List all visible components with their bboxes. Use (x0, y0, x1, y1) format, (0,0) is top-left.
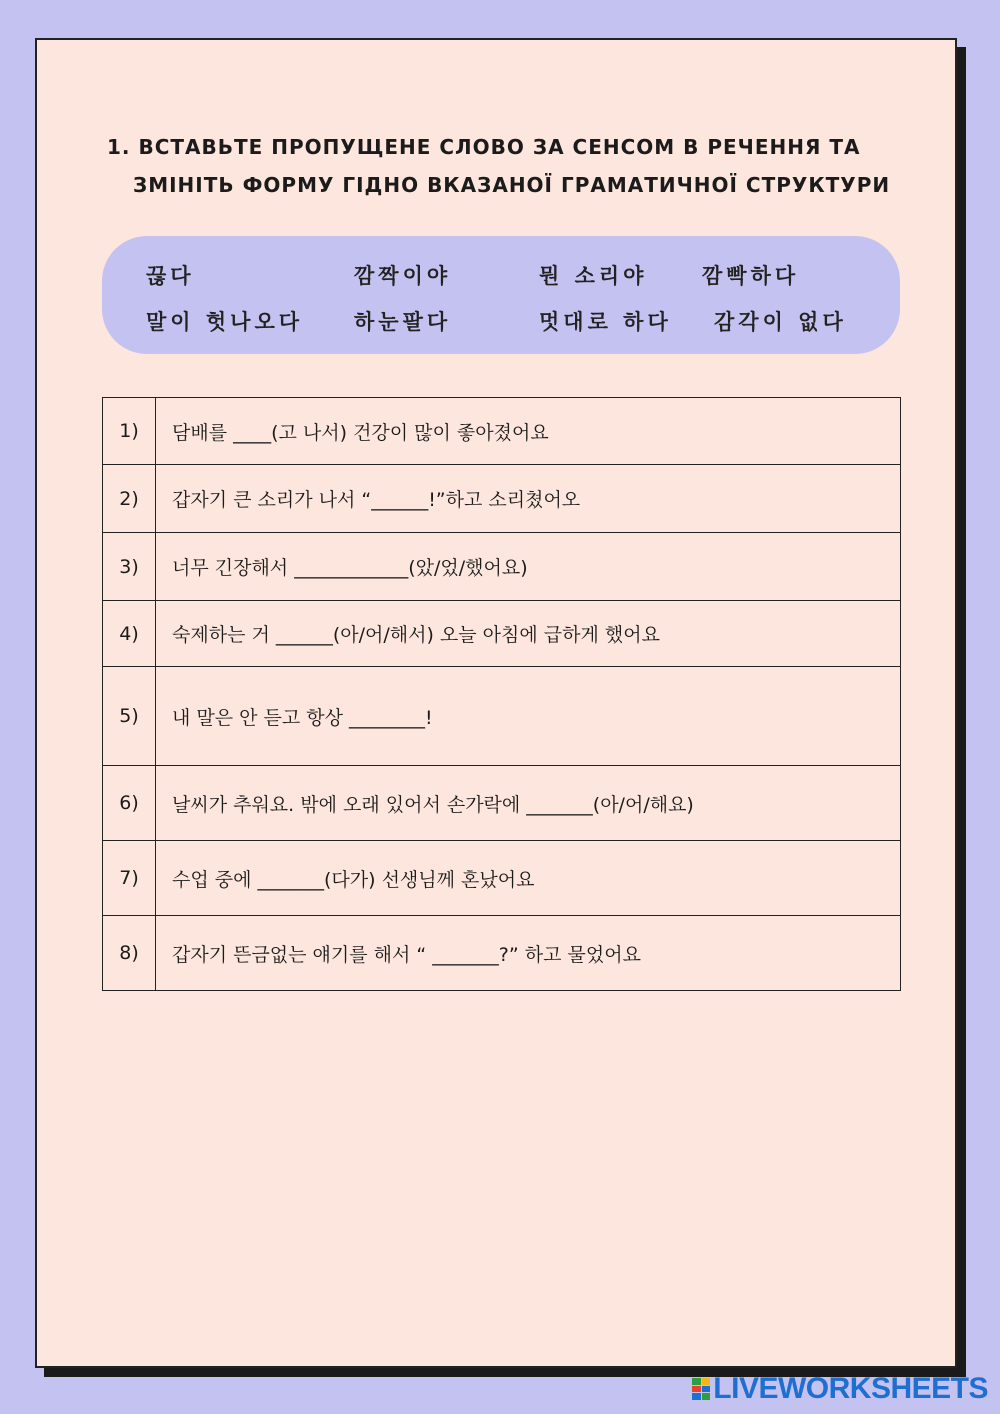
question-text: 갑자기 큰 소리가 나서 “______!”하고 소리쳤어오 (156, 465, 901, 533)
question-text: 숙제하는 거 ______(아/어/해서) 오늘 아침에 급하게 했어요 (156, 601, 901, 667)
table-row (103, 465, 901, 533)
question-text: 수업 중에 _______(다가) 선생님께 혼났어요 (156, 841, 901, 916)
question-text: 담배를 ____(고 나서) 건강이 많이 좋아졌어요 (156, 398, 901, 465)
brand-name: LIVEWORKSHEETS (713, 1372, 988, 1405)
question-number: 7) (103, 841, 156, 916)
question-number: 2) (103, 465, 156, 533)
table-row (103, 533, 901, 601)
word-bank-item: 깜빡하다 (702, 264, 800, 288)
question-text: 내 말은 안 듣고 항상 ________! (156, 667, 901, 766)
question-text: 날씨가 추워요. 밖에 오래 있어서 손가락에 _______(아/어/해요) (156, 766, 901, 841)
instruction-line-2: ЗМІНІТЬ ФОРМУ ГІДНО ВКАЗАНОЇ ГРАМАТИЧНОЇ СТРУКТУРИ (133, 173, 891, 197)
word-bank-item: 뭔 소리야 (539, 264, 648, 288)
question-number: 5) (103, 667, 156, 766)
word-bank-item: 끊다 (146, 264, 195, 288)
instruction-line-1: 1. ВСТАВЬТЕ ПРОПУЩЕНЕ СЛОВО ЗА СЕНСОМ В РЕЧЕННЯ ТА (107, 135, 861, 159)
liveworksheets-logo-icon (692, 1378, 710, 1400)
word-bank-item: 말이 헛나오다 (146, 310, 304, 334)
table-row (103, 766, 901, 841)
word-bank-item: 감각이 없다 (714, 310, 847, 334)
word-bank-item: 멋대로 하다 (539, 310, 672, 334)
questions-table (102, 397, 901, 991)
instruction-heading (107, 128, 907, 204)
word-bank-item: 하눈팔다 (354, 310, 452, 334)
table-row (103, 601, 901, 667)
question-number: 1) (103, 398, 156, 465)
question-text: 너무 긴장해서 ____________(았/었/했어요) (156, 533, 901, 601)
word-bank-item: 깜짝이야 (354, 264, 452, 288)
liveworksheets-logo (692, 1372, 988, 1406)
table-row (103, 841, 901, 916)
question-number: 3) (103, 533, 156, 601)
table-row (103, 916, 901, 991)
word-bank (102, 236, 900, 354)
question-number: 6) (103, 766, 156, 841)
question-number: 4) (103, 601, 156, 667)
question-number: 8) (103, 916, 156, 991)
worksheet-page (35, 38, 957, 1368)
table-row (103, 398, 901, 465)
table-row (103, 667, 901, 766)
question-text: 갑자기 뜬금없는 얘기를 해서 “ _______?” 하고 물었어요 (156, 916, 901, 991)
